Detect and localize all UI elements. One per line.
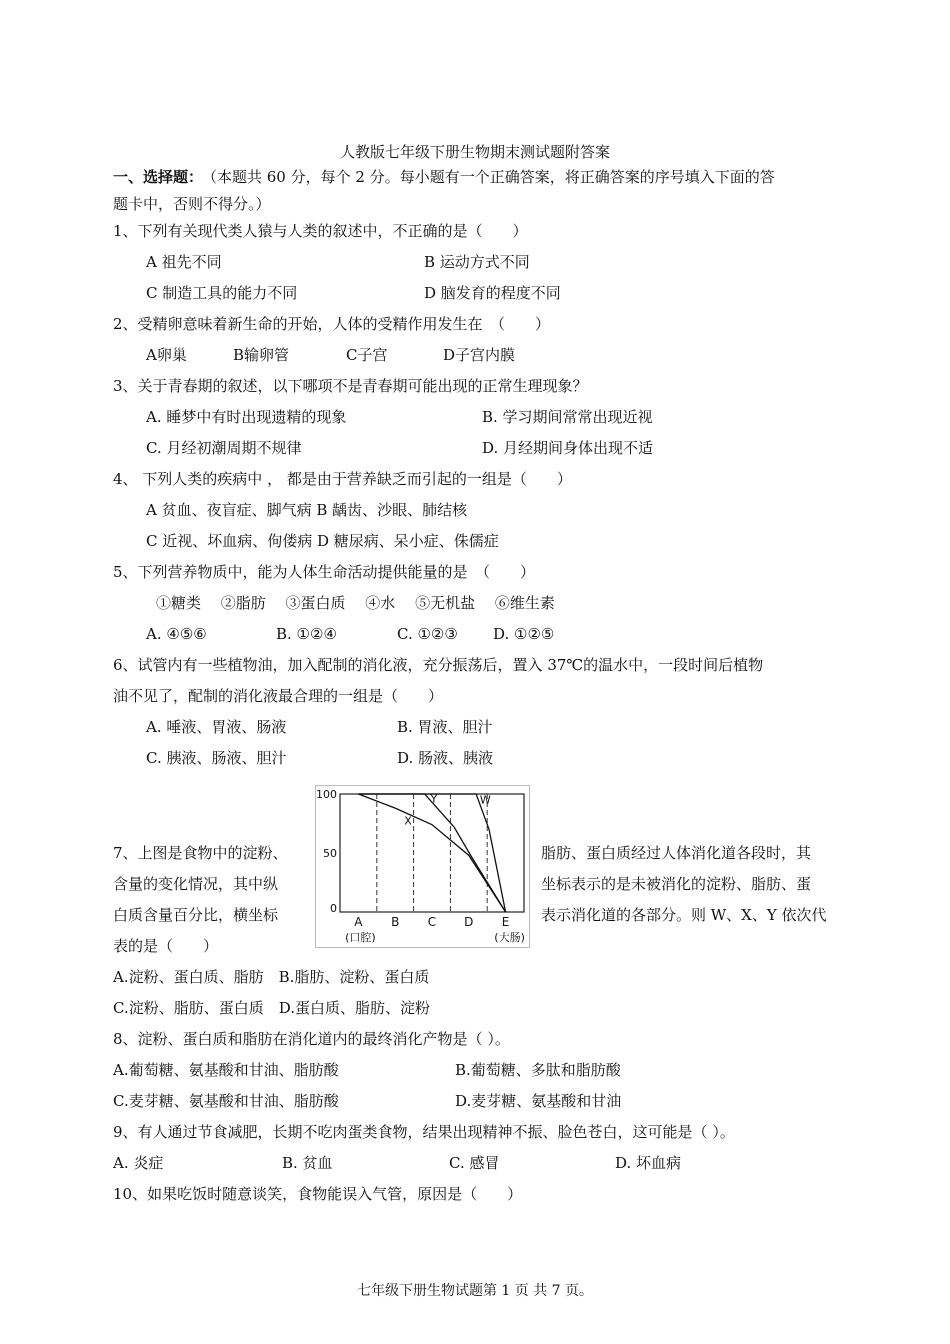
digestion-chart	[315, 785, 530, 948]
digestion-chart-svg	[316, 786, 529, 947]
question-3-stem: 3、关于青春期的叙述，以下哪项不是青春期可能出现的正常生理现象？	[113, 377, 588, 395]
series-label-x: X	[404, 814, 412, 828]
series-line-w	[358, 794, 505, 912]
x-under-label-large-intestine: (大肠)	[494, 931, 525, 944]
question-10-stem: 10、如果吃饭时随意谈笑，食物能误入气管，原因是（ ）	[113, 1185, 523, 1203]
question-5-option-a: A. ④⑤⑥	[146, 625, 207, 643]
question-3-option-d: D. 月经期间身体出现不适	[482, 439, 654, 457]
question-6-option-d: D. 肠液、胰液	[397, 749, 494, 767]
question-7-line3-left: 白质含量百分比，横坐标	[113, 906, 279, 924]
question-7-line4: 表的是（ ）	[113, 937, 219, 955]
question-9-stem: 9、有人通过节食减肥，长期不吃肉蛋类食物，结果出现精神不振、脸色苍白，这可能是（ ）。	[113, 1123, 735, 1141]
y-tick-label: 0	[330, 902, 337, 915]
question-7-options-ab: A.淀粉、蛋白质、脂肪 B.脂肪、淀粉、蛋白质	[113, 968, 430, 986]
question-7-options-cd: C.淀粉、脂肪、蛋白质 D.蛋白质、脂肪、淀粉	[113, 999, 430, 1017]
question-8-option-b: B.葡萄糖、多肽和脂肪酸	[455, 1061, 621, 1079]
question-6-option-c: C. 胰液、肠液、胆汁	[146, 749, 287, 767]
question-2-option-a: A卵巢	[146, 346, 187, 364]
series-label-y: Y	[430, 792, 438, 806]
section-instructions-line1: （本题共 60 分，每个 2 分。每小题有一个正确答案，将正确答案的序号填入下面的答	[202, 168, 775, 186]
question-4-options-ab: A 贫血、夜盲症、脚气病 B 龋齿、沙眼、肺结核	[146, 501, 468, 519]
question-5-option-d: D. ①②⑤	[493, 625, 555, 643]
question-9-option-a: A. 炎症	[113, 1154, 164, 1172]
question-1-option-c: C 制造工具的能力不同	[146, 284, 298, 302]
question-3-option-b: B. 学习期间常常出现近视	[482, 408, 653, 426]
question-9-option-d: D. 坏血病	[615, 1154, 682, 1172]
series-label-w: W	[479, 793, 491, 807]
question-1-option-a: A 祖先不同	[146, 253, 222, 271]
question-8-option-c: C.麦芽糖、氨基酸和甘油、脂肪酸	[113, 1092, 339, 1110]
y-tick-label: 100	[316, 788, 337, 801]
question-1-stem: 1、下列有关现代类人猿与人类的叙述中，不正确的是（ ）	[113, 222, 528, 240]
question-9-option-c: C. 感冒	[449, 1154, 500, 1172]
question-5-option-c: C. ①②③	[397, 625, 458, 643]
question-6-stem-line2: 油不见了，配制的消化液最合理的一组是（ ）	[113, 687, 444, 705]
question-4-stem: 4、 下列人类的疾病中 ， 都是由于营养缺乏而引起的一组是（ ）	[113, 470, 572, 488]
question-3-option-a: A. 睡梦中有时出现遗精的现象	[146, 408, 347, 426]
plot-frame	[340, 794, 524, 912]
section-heading: 一、选择题：	[113, 168, 204, 186]
series-line-y	[358, 794, 505, 912]
section-instructions-line2: 题卡中，否则不得分。）	[113, 195, 271, 213]
page-footer: 七年级下册生物试题第 1 页 共 7 页。	[356, 1283, 594, 1299]
question-8-stem: 8、淀粉、蛋白质和脂肪在消化道内的最终消化产物是（ ）。	[113, 1030, 510, 1048]
question-6-option-a: A. 唾液、胃液、肠液	[146, 718, 287, 736]
question-7-line3-right: 表示消化道的各部分。则 W、X、Y 依次代	[541, 906, 827, 924]
x-tick-label: D	[464, 915, 474, 929]
question-2-option-d: D子宫内膜	[443, 346, 516, 364]
x-tick-label: C	[427, 915, 437, 929]
question-7-line2-left: 含量的变化情况，其中纵	[113, 875, 279, 893]
question-7-line1-right: 脂肪、蛋白质经过人体消化道各段时，其	[541, 844, 812, 862]
question-8-option-d: D.麦芽糖、氨基酸和甘油	[455, 1092, 622, 1110]
question-5-stem: 5、下列营养物质中，能为人体生命活动提供能量的是 （ ）	[113, 563, 536, 581]
x-under-label-mouth: (口腔)	[345, 931, 376, 944]
question-7-line1-left: 7、上图是食物中的淀粉、	[113, 844, 288, 862]
question-3-option-c: C. 月经初潮周期不规律	[146, 439, 302, 457]
question-1-option-d: D 脑发育的程度不同	[424, 284, 561, 302]
question-2-stem: 2、受精卵意味着新生命的开始，人体的受精作用发生在 （ ）	[113, 315, 551, 333]
x-tick-label: E	[501, 915, 510, 929]
question-8-option-a: A.葡萄糖、氨基酸和甘油、脂肪酸	[113, 1061, 339, 1079]
document-title: 人教版七年级下册生物期末测试题附答案	[339, 143, 610, 161]
question-2-option-c: C子宫	[346, 346, 388, 364]
question-4-options-cd: C 近视、坏血病、佝偻病 D 糖尿病、呆小症、侏儒症	[146, 532, 499, 550]
question-5-option-b: B. ①②④	[276, 625, 337, 643]
question-9-option-b: B. 贫血	[282, 1154, 333, 1172]
question-7-line2-right: 坐标表示的是未被消化的淀粉、脂肪、蛋	[541, 875, 812, 893]
question-6-stem-line1: 6、试管内有一些植物油，加入配制的消化液，充分振荡后，置入 37℃的温水中，一段时间后植物	[113, 656, 764, 674]
series-line-x	[358, 794, 505, 912]
question-6-option-b: B. 胃液、胆汁	[397, 718, 493, 736]
question-1-option-b: B 运动方式不同	[424, 253, 530, 271]
question-2-option-b: B输卵管	[233, 346, 290, 364]
y-tick-label: 50	[323, 847, 337, 860]
x-tick-label: B	[391, 915, 400, 929]
x-tick-label: A	[354, 915, 363, 929]
question-5-items: ①糖类 ②脂肪 ③蛋白质 ④水 ⑤无机盐 ⑥维生素	[156, 594, 555, 612]
